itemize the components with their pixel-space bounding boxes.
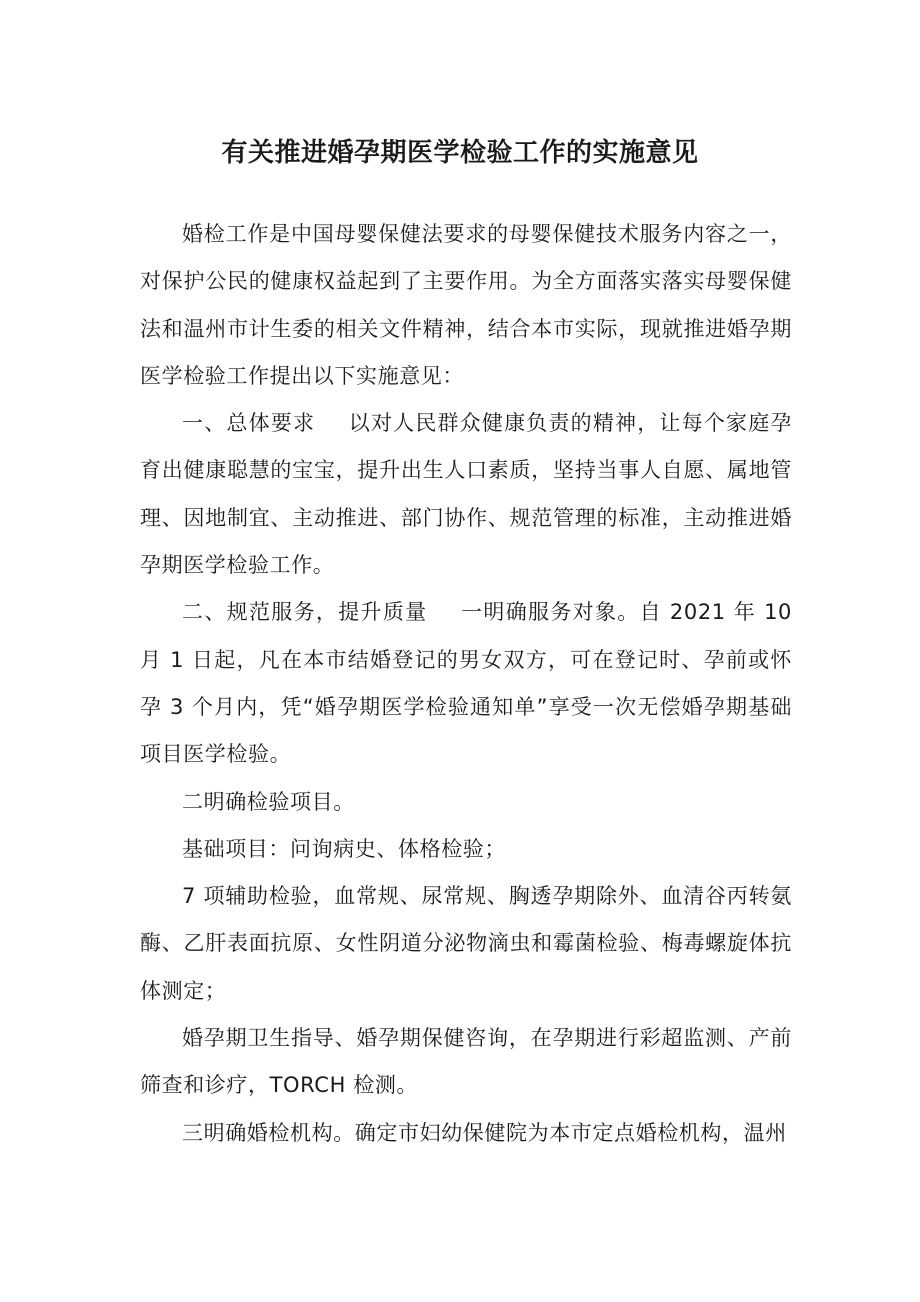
paragraph-auxiliary-tests: 7 项辅助检验，血常规、尿常规、胸透孕期除外、血清谷丙转氨酶、乙肝表面抗原、女性阴道分泌物滴虫和霉菌检验、梅毒螺旋体抗体测定； xyxy=(140,884,792,1003)
paragraph-intro: 婚检工作是中国母婴保健法要求的母婴保健技术服务内容之一，对保护公民的健康权益起到了主要作用。为全方面落实落实母婴保健法和温州市计生委的相关文件精神，结合本市实际，现就推进婚孕期医学检验工作提出以下实施意见： xyxy=(140,222,792,388)
document-title: 有关推进婚孕期医学检验工作的实施意见 xyxy=(221,138,699,169)
paragraph-basic-items: 基础项目：问询病史、体格检验； xyxy=(182,836,506,861)
paragraph-text: 以对人民群众健康负责的精神，让每个家庭孕育出健康聪慧的宝宝，提升出生人口素质，坚持当事人自愿、属地管理、因地制宜、主动推进、部门协作、规范管理的标准，主动推进婚孕期医学检验工作。 xyxy=(140,411,792,578)
paragraph-text: 一明确服务对象。自 2021 年 10 月 1 日起，凡在本市结婚登记的男女双方，可在登记时、孕前或怀孕 3 个月内，凭“婚孕期医学检验通知单”享受一次无偿婚孕期基础项目医学检验。 xyxy=(140,600,792,767)
document-body xyxy=(140,211,792,1157)
section-heading-overall-requirements: 一、总体要求 xyxy=(182,411,316,436)
section-heading-standardize-service: 二、规范服务，提升质量 xyxy=(182,600,428,625)
paragraph-overall-requirements xyxy=(140,400,792,589)
paragraph-standardize-service xyxy=(140,589,792,778)
paragraph-guidance: 婚孕期卫生指导、婚孕期保健咨询，在孕期进行彩超监测、产前筛查和诊疗，TORCH 检测。 xyxy=(140,1026,792,1098)
paragraph-institutions: 三明确婚检机构。确定市妇幼保健院为本市定点婚检机构，温州 xyxy=(182,1120,787,1145)
paragraph-inspection-items-heading: 二明确检验项目。 xyxy=(182,789,355,814)
